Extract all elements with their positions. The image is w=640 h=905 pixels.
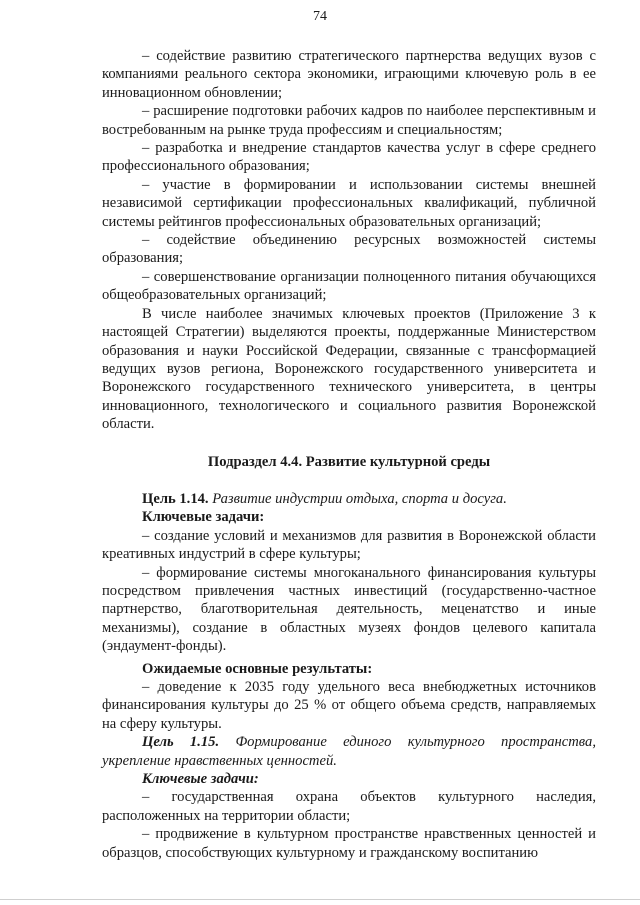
subsection-title: Подраздел 4.4. Развитие культурной среды xyxy=(207,453,491,470)
goal-text: Формирование единого культурного пространства, укрепление нравственных ценностей. xyxy=(102,734,596,769)
paragraph: – расширение подготовки рабочих кадров по наиболее перспективным и востребованным на рынке труда профессиям и специальностям; xyxy=(102,103,596,138)
task-item: – создание условий и механизмов для развития в Воронежской области креативных индустрий в сфере культуры; xyxy=(102,527,596,563)
goal-label: Цель 1.14. xyxy=(142,490,209,507)
results-label: Ожидаемые основные результаты: xyxy=(142,660,373,677)
task-item: – продвижение в культурном пространстве нравственных ценностей и образцов, способствующих культурному и гражданскому воспитанию xyxy=(102,826,596,861)
tasks-label: Ключевые задачи: xyxy=(142,771,259,788)
paragraph: – содействие объединению ресурсных возможностей системы образования; xyxy=(102,232,596,267)
task-item: – формирование системы многоканального финансирования культуры посредством привлечения частных инвестиций (государственно-частное партнерство, благотворительная деятельность, меценатство и иные механизмы), создание в областных музеях фондов целевого капитала (эндаумент-фонды). xyxy=(102,564,596,655)
task-item: – государственная охрана объектов культурного наследия, расположенных на территории области; xyxy=(102,789,596,824)
paragraph: В числе наиболее значимых ключевых проектов (Приложение 3 к настоящей Стратегии) выделяются проекты, поддержанные Министерством образования и науки Российской Федерации, связанные с трансформацией ведущих вузов региона, Воронежского государственного университета и Воронежского государственного технического университета, в центры инновационного, технологического и социального развития Воронежской области. xyxy=(102,305,596,433)
document-body xyxy=(102,47,596,862)
goal-1-15 xyxy=(102,733,596,770)
paragraph: – совершенствование организации полноценного питания обучающихся общеобразовательных организаций; xyxy=(102,268,596,304)
result-item: – доведение к 2035 году удельного веса внебюджетных источников финансирования культуры до 25 % от общего объема средств, направляемых на сферу культуры. xyxy=(102,679,596,732)
paragraph: – участие в формировании и использовании системы внешней независимой сертификации профессиональных квалификаций, публичной системы рейтингов профессиональных образовательных организаций; xyxy=(102,176,596,230)
goal-1-14 xyxy=(102,490,596,508)
goal-label: Цель 1.15. xyxy=(142,734,220,751)
page-bottom-edge xyxy=(0,899,640,900)
tasks-label: Ключевые задачи: xyxy=(142,509,265,526)
paragraph: – содействие развитию стратегического партнерства ведущих вузов с компаниями реального сектора экономики, играющими ключевую роль в ее инновационном обновлении; xyxy=(102,48,596,101)
goal-text: Развитие индустрии отдыха, спорта и досуга. xyxy=(212,490,507,507)
paragraph: – разработка и внедрение стандартов качества услуг в сфере среднего профессионального образования; xyxy=(102,140,596,175)
page-number: 74 xyxy=(313,9,327,24)
